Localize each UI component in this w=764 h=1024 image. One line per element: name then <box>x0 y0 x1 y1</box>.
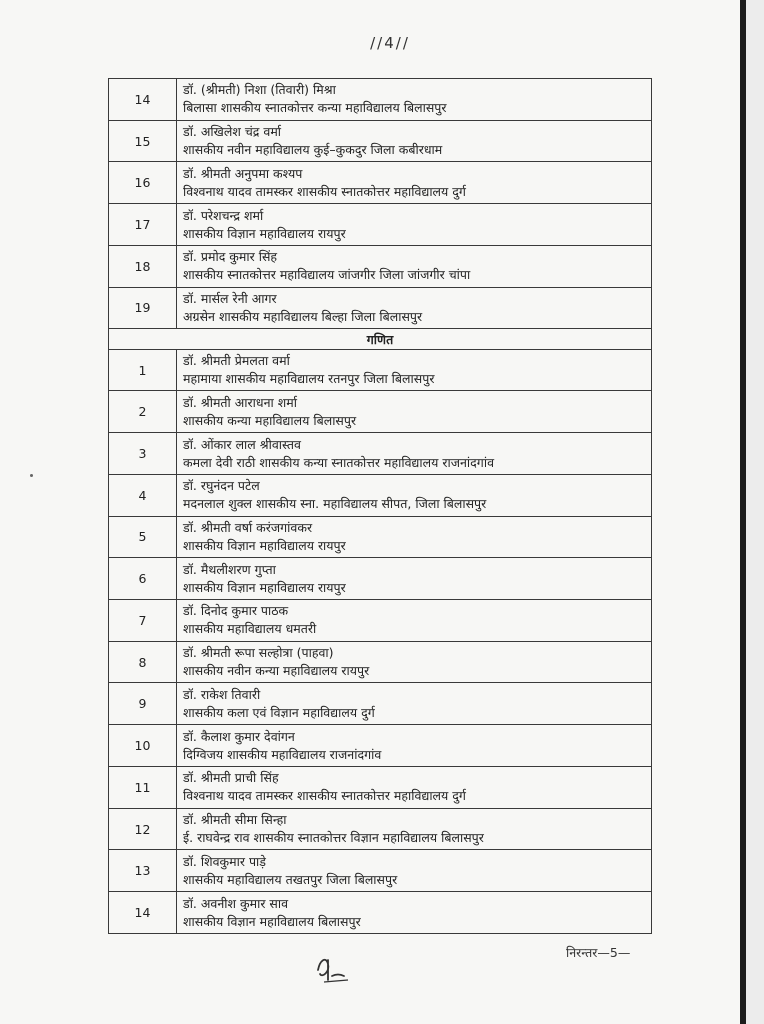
serial-number: 1 <box>109 349 177 391</box>
scan-speck <box>30 474 33 477</box>
serial-number: 5 <box>109 516 177 558</box>
person-details <box>177 287 652 329</box>
person-name: डॉ. रघुनंदन पटेल <box>183 478 260 494</box>
college-name: मदनलाल शुक्ल शासकीय स्ना. महाविद्यालय सीपत, जिला बिलासपुर <box>183 496 487 512</box>
table-row <box>109 600 652 642</box>
person-details <box>177 808 652 850</box>
faculty-list-table <box>108 78 652 934</box>
person-details <box>177 204 652 246</box>
college-name: शासकीय कला एवं विज्ञान महाविद्यालय दुर्ग <box>183 704 375 720</box>
college-name: शासकीय नवीन महाविद्यालय कुई–कुकदुर जिला कबीरधाम <box>183 142 443 158</box>
person-name: डॉ. मैथलीशरण गुप्ता <box>183 561 276 577</box>
table-row <box>109 287 652 329</box>
college-name: शासकीय विज्ञान महाविद्यालय रायपुर <box>183 225 346 241</box>
college-name: महामाया शासकीय महाविद्यालय रतनपुर जिला बिलासपुर <box>183 371 435 387</box>
serial-number: 18 <box>109 245 177 287</box>
person-name: डॉ. श्रीमती वर्षा करंजगांवकर <box>183 519 313 535</box>
table-row <box>109 558 652 600</box>
person-details <box>177 516 652 558</box>
table-row <box>109 349 652 391</box>
person-name: डॉ. श्रीमती अनुपमा कश्यप <box>183 165 303 181</box>
serial-number: 19 <box>109 287 177 329</box>
table-row <box>109 892 652 934</box>
person-details <box>177 79 652 121</box>
college-name: शासकीय कन्या महाविद्यालय बिलासपुर <box>183 412 357 428</box>
serial-number: 17 <box>109 204 177 246</box>
person-details <box>177 391 652 433</box>
person-details <box>177 245 652 287</box>
serial-number: 12 <box>109 808 177 850</box>
college-name: कमला देवी राठी शासकीय कन्या स्नातकोत्तर महाविद्यालय राजनांदगांव <box>183 454 495 470</box>
person-name: डॉ. अखिलेश चंद्र वर्मा <box>183 124 282 140</box>
person-name: डॉ. अवनीश कुमार साव <box>183 895 289 911</box>
college-name: शासकीय महाविद्यालय धमतरी <box>183 621 317 637</box>
college-name: बिलासा शासकीय स्नातकोत्तर कन्या महाविद्यालय बिलासपुर <box>183 100 447 116</box>
table-row <box>109 120 652 162</box>
person-name: डॉ. (श्रीमती) निशा (तिवारी) मिश्रा <box>183 82 336 98</box>
person-details <box>177 641 652 683</box>
college-name: शासकीय महाविद्यालय तखतपुर जिला बिलासपुर <box>183 871 398 887</box>
college-name: विश्वनाथ यादव तामस्कर शासकीय स्नातकोत्तर महाविद्यालय दुर्ग <box>183 788 466 804</box>
person-name: डॉ. शिवकुमार पाड़े <box>183 853 266 869</box>
table-row <box>109 641 652 683</box>
person-details <box>177 433 652 475</box>
serial-number: 9 <box>109 683 177 725</box>
person-name: डॉ. श्रीमती प्राची सिंह <box>183 770 279 786</box>
serial-number: 3 <box>109 433 177 475</box>
person-details <box>177 725 652 767</box>
serial-number: 4 <box>109 474 177 516</box>
person-name: डॉ. मार्सल रेनी आगर <box>183 290 277 306</box>
college-name: शासकीय विज्ञान महाविद्यालय रायपुर <box>183 537 346 553</box>
person-name: डॉ. कैलाश कुमार देवांगन <box>183 728 295 744</box>
person-name: डॉ. श्रीमती रूपा सल्होत्रा (पाहवा) <box>183 645 334 661</box>
table-body-previous-subject <box>109 79 652 329</box>
college-name: शासकीय विज्ञान महाविद्यालय बिलासपुर <box>183 913 361 929</box>
person-details <box>177 162 652 204</box>
person-name: डॉ. परेशचन्द्र शर्मा <box>183 207 264 223</box>
table-row <box>109 433 652 475</box>
person-name: डॉ. दिनोद कुमार पाठक <box>183 603 289 619</box>
table-row <box>109 683 652 725</box>
serial-number: 6 <box>109 558 177 600</box>
person-details <box>177 683 652 725</box>
person-details <box>177 766 652 808</box>
serial-number: 10 <box>109 725 177 767</box>
continued-note: निरन्तर—5— <box>566 945 631 960</box>
serial-number: 7 <box>109 600 177 642</box>
serial-number: 2 <box>109 391 177 433</box>
serial-number: 14 <box>109 79 177 121</box>
page-number: //4// <box>370 34 410 52</box>
serial-number: 11 <box>109 766 177 808</box>
table-row <box>109 79 652 121</box>
person-details <box>177 349 652 391</box>
college-name: शासकीय विज्ञान महाविद्यालय रायपुर <box>183 579 346 595</box>
serial-number: 8 <box>109 641 177 683</box>
table-row <box>109 808 652 850</box>
table-row <box>109 850 652 892</box>
person-name: डॉ. राकेश तिवारी <box>183 686 261 702</box>
person-name: डॉ. प्रमोद कुमार सिंह <box>183 249 278 265</box>
table-row <box>109 766 652 808</box>
table-body-section <box>109 329 652 349</box>
college-name: दिग्विजय शासकीय महाविद्यालय राजनांदगांव <box>183 746 382 762</box>
person-name: डॉ. श्रीमती सीमा सिन्हा <box>183 812 287 827</box>
table-row <box>109 474 652 516</box>
person-details <box>177 892 652 934</box>
person-name: डॉ. ओंकार लाल श्रीवास्तव <box>183 436 301 452</box>
college-name: ई. राघवेन्द्र राव शासकीय स्नातकोत्तर विज्ञान महाविद्यालय बिलासपुर <box>183 830 484 845</box>
page-edge-shadow <box>740 0 746 1024</box>
serial-number: 16 <box>109 162 177 204</box>
serial-number: 15 <box>109 120 177 162</box>
college-name: विश्वनाथ यादव तामस्कर शासकीय स्नातकोत्तर महाविद्यालय दुर्ग <box>183 183 466 199</box>
person-details <box>177 120 652 162</box>
serial-number: 13 <box>109 850 177 892</box>
table-row <box>109 725 652 767</box>
person-details <box>177 558 652 600</box>
person-name: डॉ. श्रीमती आराधना शर्मा <box>183 394 297 410</box>
serial-number: 14 <box>109 892 177 934</box>
table-body-mathematics <box>109 349 652 933</box>
table-row <box>109 516 652 558</box>
table-row <box>109 204 652 246</box>
person-name: डॉ. श्रीमती प्रेमलता वर्मा <box>183 353 290 369</box>
person-details <box>177 600 652 642</box>
person-details <box>177 474 652 516</box>
section-heading-row <box>109 329 652 349</box>
college-name: शासकीय नवीन कन्या महाविद्यालय रायपुर <box>183 663 370 679</box>
section-heading: गणित <box>109 329 652 349</box>
table-row <box>109 162 652 204</box>
table-row <box>109 391 652 433</box>
table-row <box>109 245 652 287</box>
signature-mark <box>310 950 360 986</box>
college-name: अग्रसेन शासकीय महाविद्यालय बिल्हा जिला बिलासपुर <box>183 308 423 324</box>
person-details <box>177 850 652 892</box>
college-name: शासकीय स्नातकोत्तर महाविद्यालय जांजगीर जिला जांजगीर चांपा <box>183 267 471 283</box>
